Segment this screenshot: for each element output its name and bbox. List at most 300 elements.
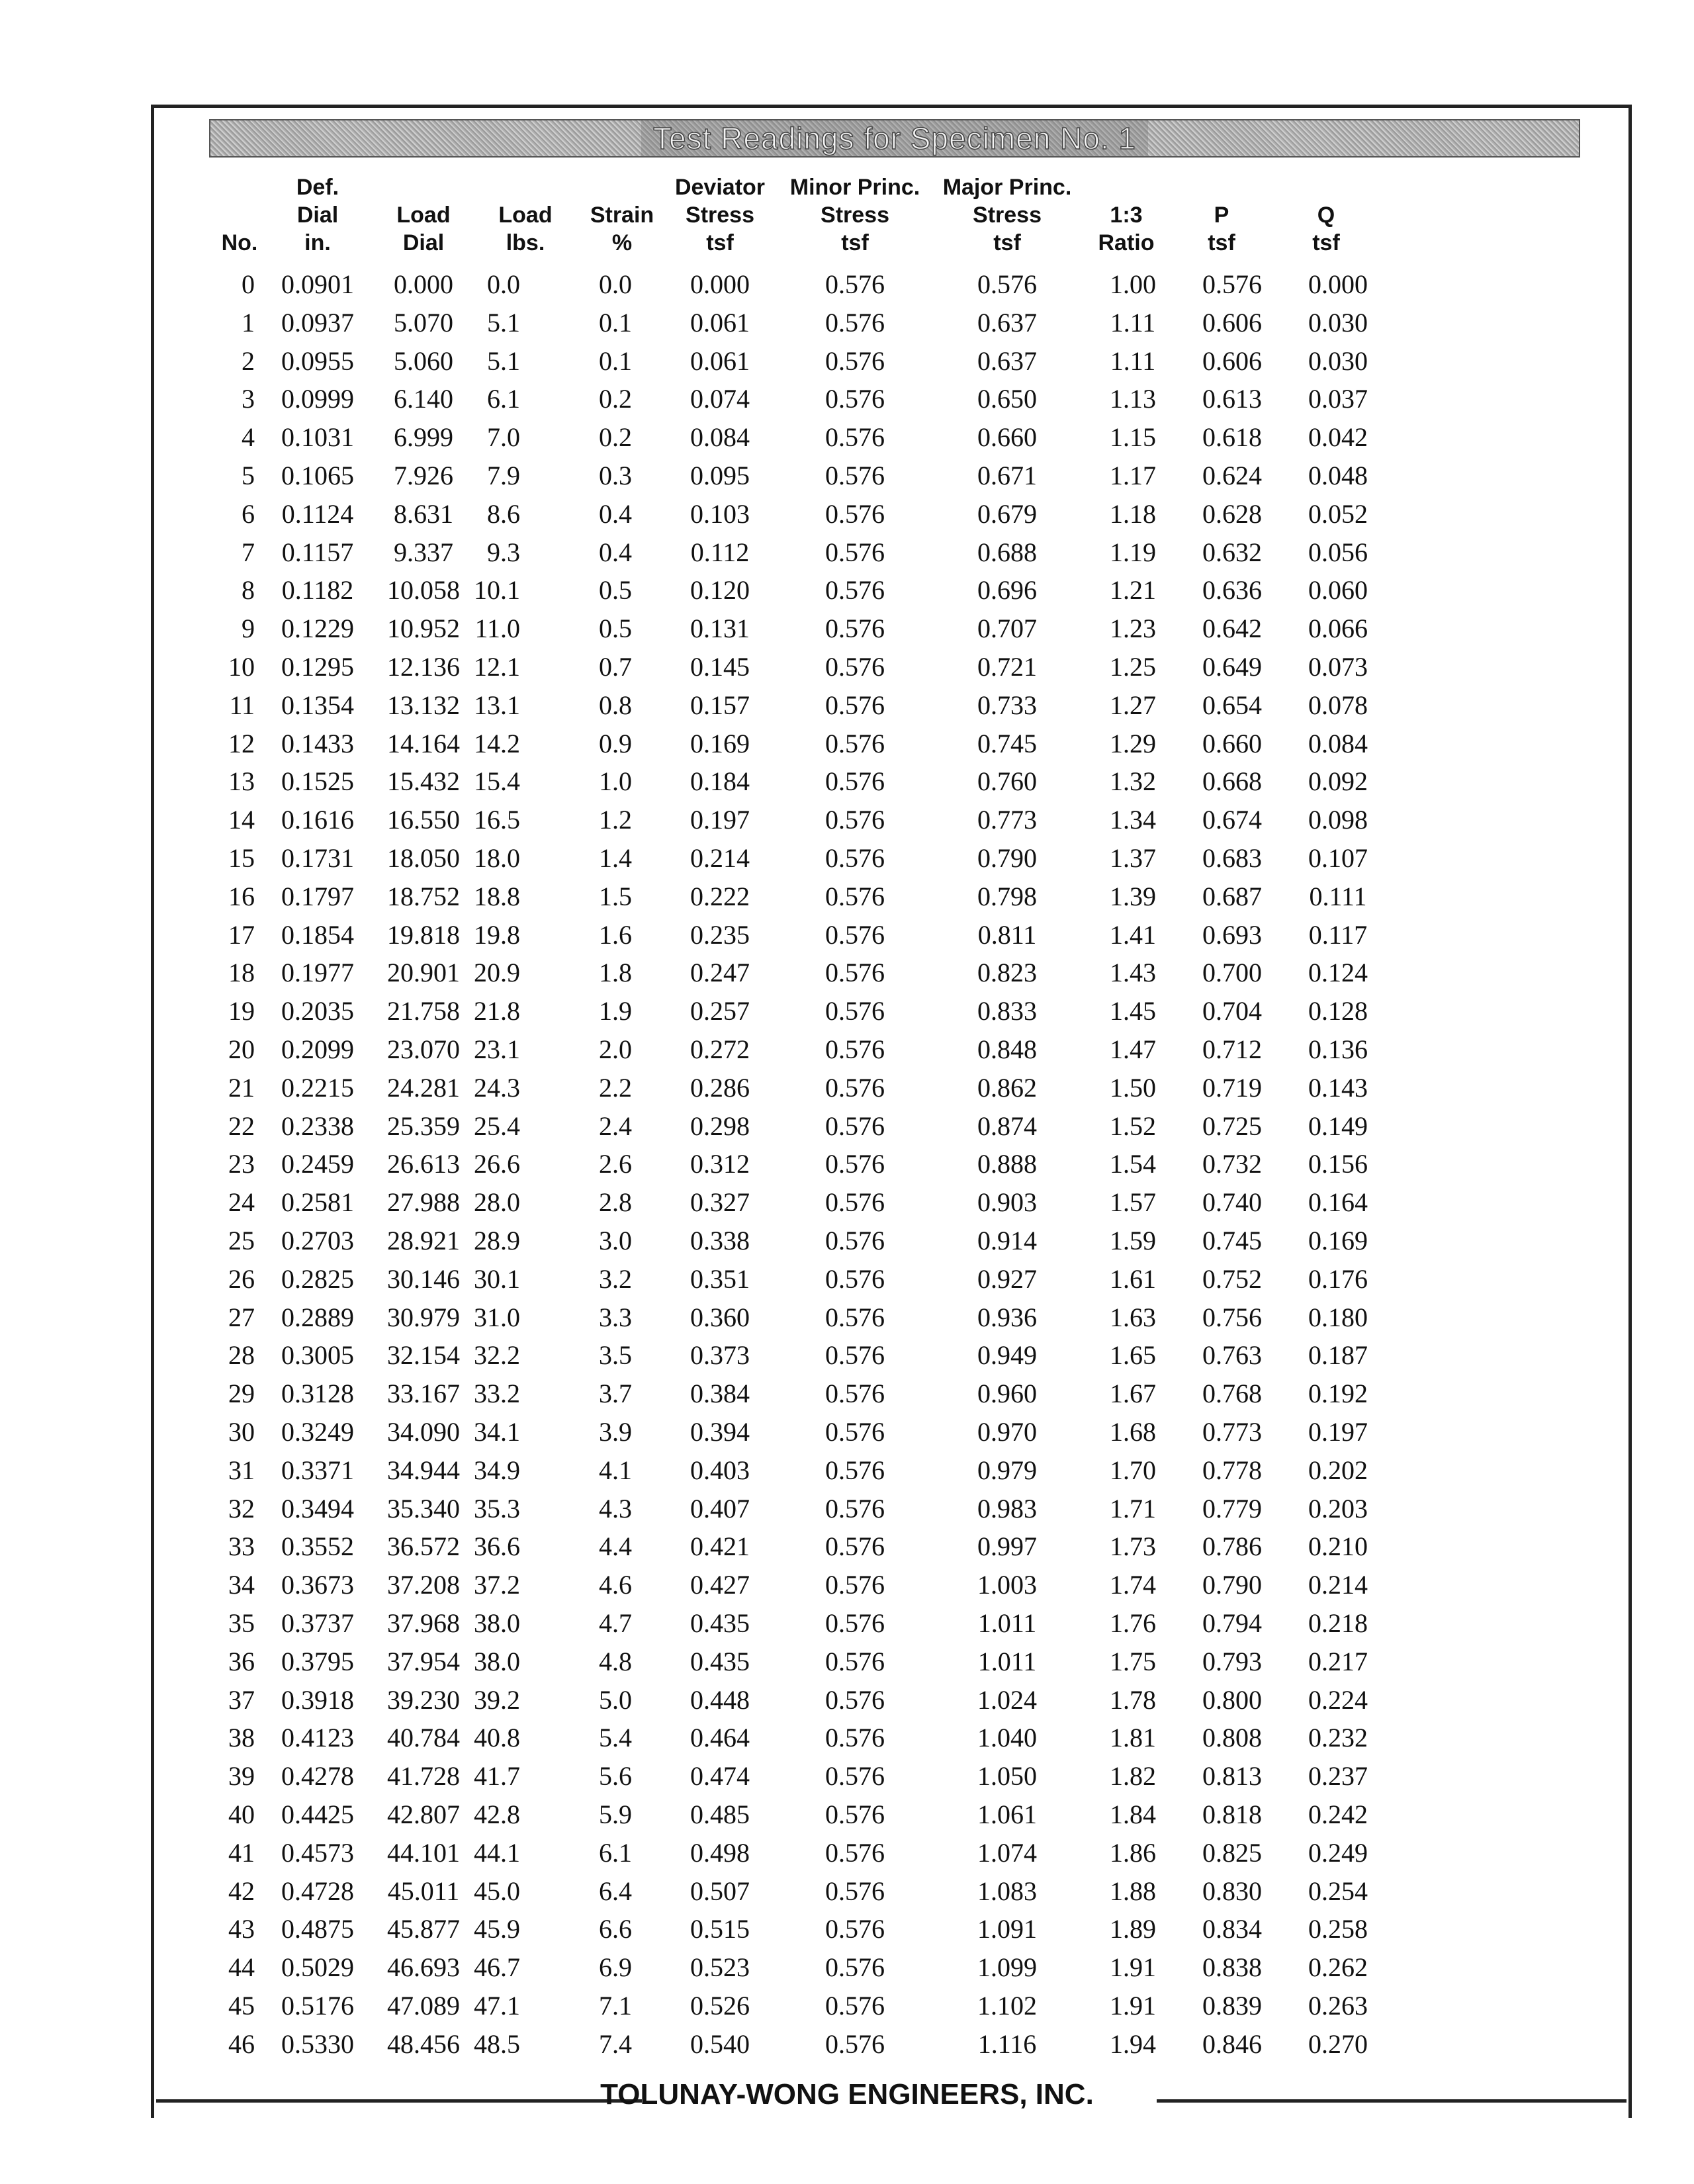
table-cell: 3 <box>242 384 255 414</box>
header-line <box>1260 173 1392 201</box>
table-cell: 0.030 <box>1308 346 1368 376</box>
table-cell: 2.0 <box>599 1034 632 1064</box>
table-cell: 0.5330 <box>281 2029 354 2059</box>
table-cell: 0.688 <box>977 537 1037 567</box>
table-cell: 42.8 <box>474 1799 520 1829</box>
table-cell: 0.613 <box>1202 384 1262 414</box>
table-cell: 0.298 <box>690 1111 750 1141</box>
table-cell: 0.257 <box>690 996 750 1026</box>
table-cell: 34.9 <box>474 1455 520 1485</box>
table-cell: 13.132 <box>387 690 460 720</box>
table-cell: 1.003 <box>977 1570 1037 1600</box>
table-cell: 0.061 <box>690 308 750 338</box>
table-cell: 45.0 <box>474 1876 520 1906</box>
table-cell: 0.700 <box>1202 958 1262 987</box>
table-cell: 4 <box>242 422 255 452</box>
table-cell: 0.712 <box>1202 1034 1262 1064</box>
table-cell: 2.6 <box>599 1149 632 1179</box>
table-cell: 3.2 <box>599 1264 632 1294</box>
table-row <box>0 995 1694 1034</box>
table-cell: 0.637 <box>977 346 1037 376</box>
table-cell: 0.180 <box>1308 1302 1368 1332</box>
table-cell: 37.954 <box>387 1647 460 1676</box>
table-cell: 0.679 <box>977 499 1037 529</box>
table-cell: 0.732 <box>1202 1149 1262 1179</box>
table-cell: 4.8 <box>599 1647 632 1676</box>
table-title-bar <box>209 119 1580 158</box>
table-cell: 20 <box>228 1034 255 1064</box>
table-cell: 0.1854 <box>281 920 354 950</box>
table-cell: 0.808 <box>1202 1723 1262 1752</box>
table-cell: 38 <box>228 1723 255 1752</box>
table-row <box>0 1876 1694 1914</box>
table-cell: 0.214 <box>690 843 750 873</box>
table-cell: 6 <box>242 499 255 529</box>
table-cell: 0.176 <box>1308 1264 1368 1294</box>
table-cell: 8.6 <box>487 499 520 529</box>
table-cell: 0.576 <box>825 614 885 643</box>
table-cell: 0.394 <box>690 1417 750 1447</box>
table-cell: 0.3737 <box>281 1608 354 1638</box>
table-cell: 0.270 <box>1308 2029 1368 2059</box>
table-cell: 42.807 <box>387 1799 460 1829</box>
table-cell: 10.952 <box>387 614 460 643</box>
table-cell: 13.1 <box>474 690 520 720</box>
table-cell: 6.1 <box>487 384 520 414</box>
table-cell: 0.078 <box>1308 690 1368 720</box>
table-cell: 1 <box>242 308 255 338</box>
table-cell: 4.1 <box>599 1455 632 1485</box>
table-cell: 1.37 <box>1110 843 1156 873</box>
table-cell: 5.060 <box>394 346 453 376</box>
table-row <box>0 1646 1694 1684</box>
table-row <box>0 1148 1694 1187</box>
table-cell: 1.5 <box>599 882 632 911</box>
table-cell: 6.999 <box>394 422 453 452</box>
table-cell: 16.5 <box>474 805 520 835</box>
table-cell: 0.9 <box>599 729 632 758</box>
table-cell: 34.090 <box>387 1417 460 1447</box>
table-cell: 1.21 <box>1110 575 1156 605</box>
table-cell: 37 <box>228 1685 255 1715</box>
table-cell: 1.23 <box>1110 614 1156 643</box>
table-row <box>0 881 1694 919</box>
header-line: Def. <box>296 175 339 200</box>
table-cell: 0.103 <box>690 499 750 529</box>
table-cell: 0.156 <box>1308 1149 1368 1179</box>
table-cell: 31.0 <box>474 1302 520 1332</box>
table-cell: 0.760 <box>977 766 1037 796</box>
table-cell: 0.217 <box>1308 1647 1368 1676</box>
table-cell: 0.4573 <box>281 1838 354 1868</box>
table-cell: 0.2459 <box>281 1149 354 1179</box>
table-cell: 0.704 <box>1202 996 1262 1026</box>
table-cell: 0.464 <box>690 1723 750 1752</box>
table-cell: 3.0 <box>599 1226 632 1255</box>
header-line: Major Princ. <box>942 175 1072 200</box>
table-row <box>0 613 1694 651</box>
table-cell: 0.798 <box>977 882 1037 911</box>
table-row <box>0 1913 1694 1952</box>
table-cell: 0.576 <box>825 1952 885 1982</box>
table-cell: 0.3494 <box>281 1494 354 1524</box>
table-cell: 1.67 <box>1110 1379 1156 1408</box>
table-cell: 35 <box>228 1608 255 1638</box>
table-cell: 38.0 <box>474 1647 520 1676</box>
table-cell: 0.813 <box>1202 1761 1262 1791</box>
table-row <box>0 919 1694 958</box>
table-cell: 48.456 <box>387 2029 460 2059</box>
table-cell: 0.576 <box>825 843 885 873</box>
table-cell: 0.066 <box>1308 614 1368 643</box>
table-cell: 0.338 <box>690 1226 750 1255</box>
table-cell: 0.848 <box>977 1034 1037 1064</box>
table-cell: 0.2099 <box>281 1034 354 1064</box>
table-cell: 1.61 <box>1110 1264 1156 1294</box>
table-cell: 0.5029 <box>281 1952 354 1982</box>
table-cell: 1.74 <box>1110 1570 1156 1600</box>
table-cell: 0.373 <box>690 1340 750 1370</box>
table-cell: 35.340 <box>387 1494 460 1524</box>
table-cell: 15.4 <box>474 766 520 796</box>
table-cell: 2 <box>242 346 255 376</box>
table-cell: 33 <box>228 1531 255 1561</box>
table-title: Test Readings for Specimen No. 1 <box>641 120 1148 156</box>
table-cell: 0.384 <box>690 1379 750 1408</box>
table-cell: 10 <box>228 652 255 682</box>
table-cell: 0.149 <box>1308 1111 1368 1141</box>
table-cell: 45.011 <box>387 1876 460 1906</box>
table-cell: 0.927 <box>977 1264 1037 1294</box>
table-cell: 34.944 <box>387 1455 460 1485</box>
table-cell: 0.888 <box>977 1149 1037 1179</box>
table-cell: 21.758 <box>387 996 460 1026</box>
header-col-5 <box>654 173 786 257</box>
table-cell: 10.1 <box>474 575 520 605</box>
table-cell: 0.949 <box>977 1340 1037 1370</box>
table-cell: 12 <box>228 729 255 758</box>
table-cell: 1.011 <box>977 1647 1037 1676</box>
table-cell: 0.793 <box>1202 1647 1262 1676</box>
table-cell: 0.131 <box>690 614 750 643</box>
table-cell: 32.154 <box>387 1340 460 1370</box>
table-cell: 34.1 <box>474 1417 520 1447</box>
table-cell: 5.070 <box>394 308 453 338</box>
table-cell: 0.903 <box>977 1187 1037 1217</box>
table-cell: 0.576 <box>825 1379 885 1408</box>
table-cell: 0.000 <box>690 269 750 299</box>
table-cell: 1.68 <box>1110 1417 1156 1447</box>
table-cell: 1.18 <box>1110 499 1156 529</box>
table-cell: 0.811 <box>977 920 1037 950</box>
table-cell: 0.1229 <box>281 614 354 643</box>
table-row <box>0 2028 1694 2067</box>
table-cell: 0.157 <box>690 690 750 720</box>
table-row <box>0 766 1694 804</box>
table-cell: 0.3 <box>599 461 632 490</box>
header-line: Strain <box>590 203 654 228</box>
table-cell: 37.2 <box>474 1570 520 1600</box>
table-cell: 0.693 <box>1202 920 1262 950</box>
header-line: tsf <box>993 230 1021 255</box>
table-cell: 0.576 <box>825 422 885 452</box>
table-cell: 1.47 <box>1110 1034 1156 1064</box>
table-cell: 2.2 <box>599 1073 632 1103</box>
table-cell: 4.3 <box>599 1494 632 1524</box>
table-cell: 0.184 <box>690 766 750 796</box>
table-cell: 0.112 <box>690 537 750 567</box>
table-row <box>0 537 1694 575</box>
table-cell: 0.4123 <box>281 1723 354 1752</box>
table-cell: 0.786 <box>1202 1531 1262 1561</box>
table-cell: 0.576 <box>825 1417 885 1447</box>
table-cell: 0.1525 <box>281 766 354 796</box>
table-cell: 0.4728 <box>281 1876 354 1906</box>
table-row <box>0 1263 1694 1302</box>
table-cell: 12.136 <box>387 652 460 682</box>
table-cell: 0.794 <box>1202 1608 1262 1638</box>
table-cell: 18.050 <box>387 843 460 873</box>
table-cell: 1.52 <box>1110 1111 1156 1141</box>
table-cell: 0.576 <box>825 1531 885 1561</box>
table-row <box>0 1455 1694 1493</box>
table-cell: 30.1 <box>474 1264 520 1294</box>
table-cell: 1.50 <box>1110 1073 1156 1103</box>
table-cell: 0.360 <box>690 1302 750 1332</box>
table-cell: 0.1031 <box>281 422 354 452</box>
table-cell: 0.421 <box>690 1531 750 1561</box>
table-cell: 0.523 <box>690 1952 750 1982</box>
table-cell: 39.2 <box>474 1685 520 1715</box>
table-cell: 0.576 <box>825 537 885 567</box>
table-cell: 0.249 <box>1308 1838 1368 1868</box>
table-cell: 0.721 <box>977 652 1037 682</box>
table-cell: 1.083 <box>977 1876 1037 1906</box>
table-cell: 0.576 <box>825 1761 885 1791</box>
table-cell: 44.1 <box>474 1838 520 1868</box>
table-cell: 24.3 <box>474 1073 520 1103</box>
table-cell: 0.263 <box>1308 1991 1368 2021</box>
table-cell: 12.1 <box>474 652 520 682</box>
table-cell: 15 <box>228 843 255 873</box>
table-cell: 1.2 <box>599 805 632 835</box>
header-line: Load <box>396 203 451 228</box>
table-cell: 3.3 <box>599 1302 632 1332</box>
table-cell: 18.752 <box>387 882 460 911</box>
table-cell: 0.3249 <box>281 1417 354 1447</box>
table-row <box>0 1302 1694 1340</box>
table-cell: 0.107 <box>1308 843 1368 873</box>
table-cell: 1.94 <box>1110 2029 1156 2059</box>
table-cell: 46.693 <box>387 1952 460 1982</box>
table-cell: 0.576 <box>825 1799 885 1829</box>
table-cell: 0.427 <box>690 1570 750 1600</box>
table-cell: 0.247 <box>690 958 750 987</box>
table-cell: 0.197 <box>690 805 750 835</box>
table-cell: 29 <box>228 1379 255 1408</box>
table-cell: 0.222 <box>690 882 750 911</box>
header-line: Load <box>498 203 553 228</box>
table-cell: 1.84 <box>1110 1799 1156 1829</box>
table-cell: 0.576 <box>825 575 885 605</box>
header-line: Stress <box>973 203 1042 228</box>
table-cell: 39.230 <box>387 1685 460 1715</box>
table-cell: 0.2581 <box>281 1187 354 1217</box>
table-cell: 0.660 <box>977 422 1037 452</box>
table-cell: 0.576 <box>825 1914 885 1944</box>
table-cell: 0.576 <box>825 729 885 758</box>
table-cell: 6.4 <box>599 1876 632 1906</box>
table-cell: 0.3128 <box>281 1379 354 1408</box>
table-cell: 0.4 <box>599 537 632 567</box>
table-cell: 0.218 <box>1308 1608 1368 1638</box>
table-cell: 8.631 <box>394 499 453 529</box>
table-cell: 0.3005 <box>281 1340 354 1370</box>
table-cell: 5.6 <box>599 1761 632 1791</box>
header-line: % <box>611 230 633 255</box>
table-cell: 1.074 <box>977 1838 1037 1868</box>
table-cell: 26.613 <box>387 1149 460 1179</box>
table-cell: 0.000 <box>1308 269 1368 299</box>
table-cell: 0.834 <box>1202 1914 1262 1944</box>
table-cell: 0.1065 <box>281 461 354 490</box>
table-cell: 11.0 <box>474 614 520 643</box>
table-cell: 4.7 <box>599 1608 632 1638</box>
table-cell: 6.9 <box>599 1952 632 1982</box>
table-cell: 20.901 <box>387 958 460 987</box>
table-cell: 7.4 <box>599 2029 632 2059</box>
table-cell: 1.27 <box>1110 690 1156 720</box>
table-cell: 0.818 <box>1202 1799 1262 1829</box>
table-cell: 0.1977 <box>281 958 354 987</box>
table-cell: 0.117 <box>1308 920 1368 950</box>
table-cell: 5.0 <box>599 1685 632 1715</box>
table-cell: 1.91 <box>1110 1991 1156 2021</box>
table-cell: 0.1182 <box>281 575 354 605</box>
table-cell: 33.2 <box>474 1379 520 1408</box>
table-cell: 9.337 <box>394 537 453 567</box>
table-cell: 0.092 <box>1308 766 1368 796</box>
table-cell: 0.733 <box>977 690 1037 720</box>
table-cell: 18.8 <box>474 882 520 911</box>
table-cell: 33.167 <box>387 1379 460 1408</box>
header-col-6 <box>789 173 921 257</box>
table-cell: 0.825 <box>1202 1838 1262 1868</box>
table-cell: 1.0 <box>599 766 632 796</box>
table-row <box>0 728 1694 766</box>
table-cell: 0.327 <box>690 1187 750 1217</box>
table-cell: 0.576 <box>825 1264 885 1294</box>
table-cell: 28.0 <box>474 1187 520 1217</box>
table-cell: 0.124 <box>1308 958 1368 987</box>
table-cell: 3.5 <box>599 1340 632 1370</box>
table-row <box>0 957 1694 995</box>
header-line: tsf <box>841 230 869 255</box>
table-cell: 0.983 <box>977 1494 1037 1524</box>
table-row <box>0 269 1694 307</box>
table-cell: 13 <box>228 766 255 796</box>
table-cell: 30.146 <box>387 1264 460 1294</box>
table-cell: 37.968 <box>387 1608 460 1638</box>
header-col-7 <box>941 173 1073 257</box>
table-cell: 43 <box>228 1914 255 1944</box>
table-row <box>0 1072 1694 1111</box>
table-cell: 0.084 <box>1308 729 1368 758</box>
header-line: lbs. <box>506 230 545 255</box>
table-row <box>0 1111 1694 1149</box>
table-cell: 0.914 <box>977 1226 1037 1255</box>
table-cell: 1.82 <box>1110 1761 1156 1791</box>
table-cell: 1.050 <box>977 1761 1037 1791</box>
table-cell: 5.1 <box>487 346 520 376</box>
table-cell: 0.576 <box>825 1685 885 1715</box>
table-cell: 0.756 <box>1202 1302 1262 1332</box>
table-cell: 0.773 <box>977 805 1037 835</box>
table-cell: 0.3552 <box>281 1531 354 1561</box>
table-cell: 0.576 <box>825 1494 885 1524</box>
table-cell: 0.2215 <box>281 1073 354 1103</box>
table-cell: 0.576 <box>825 269 885 299</box>
table-cell: 1.71 <box>1110 1494 1156 1524</box>
table-cell: 1.19 <box>1110 537 1156 567</box>
table-cell: 26 <box>228 1264 255 1294</box>
table-cell: 0.997 <box>977 1531 1037 1561</box>
table-cell: 0.192 <box>1308 1379 1368 1408</box>
table-cell: 0.642 <box>1202 614 1262 643</box>
table-cell: 0.576 <box>825 766 885 796</box>
table-cell: 5.9 <box>599 1799 632 1829</box>
table-cell: 0.576 <box>825 1226 885 1255</box>
table-cell: 0.576 <box>825 996 885 1026</box>
table-cell: 0.037 <box>1308 384 1368 414</box>
table-cell: 0.576 <box>825 1838 885 1868</box>
table-cell: 0.576 <box>825 499 885 529</box>
table-cell: 0.540 <box>690 2029 750 2059</box>
table-cell: 35.3 <box>474 1494 520 1524</box>
table-cell: 24 <box>228 1187 255 1217</box>
table-cell: 0.143 <box>1308 1073 1368 1103</box>
table-cell: 46.7 <box>474 1952 520 1982</box>
table-cell: 0.823 <box>977 958 1037 987</box>
table-cell: 1.57 <box>1110 1187 1156 1217</box>
table-cell: 17 <box>228 920 255 950</box>
table-cell: 6.1 <box>599 1838 632 1868</box>
table-cell: 23.1 <box>474 1034 520 1064</box>
table-cell: 1.15 <box>1110 422 1156 452</box>
table-cell: 0.2889 <box>281 1302 354 1332</box>
table-cell: 36 <box>228 1647 255 1676</box>
table-cell: 22 <box>228 1111 255 1141</box>
table-cell: 0.254 <box>1308 1876 1368 1906</box>
table-cell: 1.34 <box>1110 805 1156 835</box>
table-row <box>0 1416 1694 1455</box>
table-cell: 0.768 <box>1202 1379 1262 1408</box>
table-cell: 0.0999 <box>281 384 354 414</box>
table-cell: 0.474 <box>690 1761 750 1791</box>
table-cell: 0.145 <box>690 652 750 682</box>
table-cell: 0.210 <box>1308 1531 1368 1561</box>
table-cell: 14 <box>228 805 255 835</box>
table-cell: 0.232 <box>1308 1723 1368 1752</box>
table-cell: 0.515 <box>690 1914 750 1944</box>
table-cell: 0.719 <box>1202 1073 1262 1103</box>
table-cell: 0.262 <box>1308 1952 1368 1982</box>
table-cell: 0.696 <box>977 575 1037 605</box>
table-cell: 38.0 <box>474 1608 520 1638</box>
table-cell: 1.43 <box>1110 958 1156 987</box>
table-row <box>0 690 1694 728</box>
table-cell: 5 <box>242 461 255 490</box>
